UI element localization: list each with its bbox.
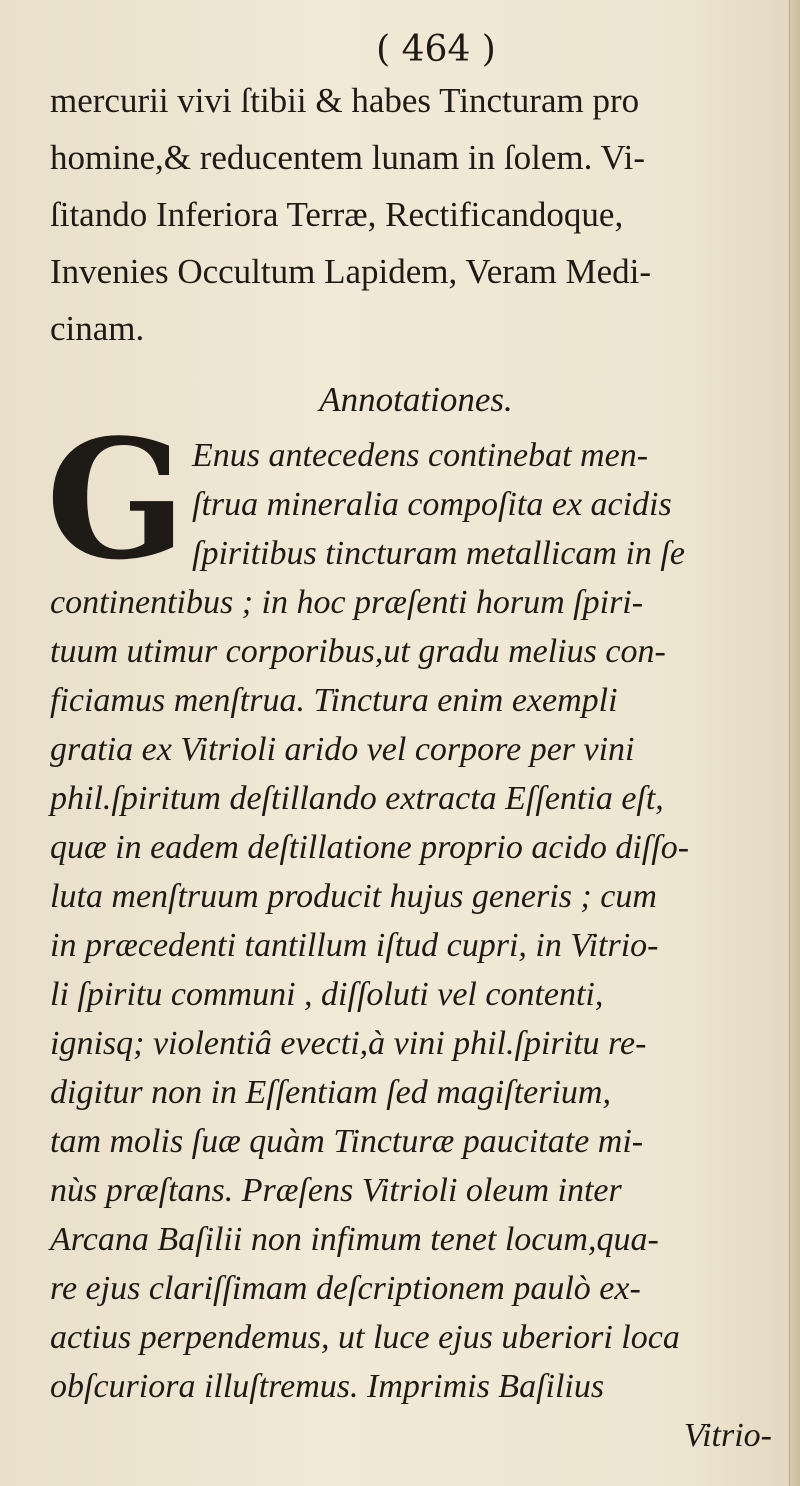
text-line: re ejus clariſſimam deſcriptionem paulò ex- — [50, 1270, 641, 1307]
text-line: nùs præſtans. Præſens Vitrioli oleum inter — [50, 1172, 622, 1209]
text-line: cinam. — [50, 309, 145, 348]
text-line: obſcuriora illuſtremus. Imprimis Baſilius — [50, 1368, 605, 1405]
text-line: continentibus ; in hoc præſenti horum ſpiri- — [50, 584, 644, 621]
annotation-text — [46, 403, 782, 1411]
text-line: phil.ſpiritum deſtillando extracta Eſſentia eſt, — [50, 780, 664, 817]
text-line: ignisq; violentiâ evecti,à vini phil.ſpiritu re- — [50, 1025, 647, 1062]
section-heading: Annotationes. — [319, 380, 513, 419]
drop-cap: G — [46, 403, 187, 596]
text-line: Invenies Occultum Lapidem, Veram Medi- — [50, 252, 651, 291]
text-line: ſpiritibus tincturam metallicam in ſe — [192, 535, 685, 572]
text-line: ſtrua mineralia compoſita ex acidis — [192, 486, 672, 523]
text-line: gratia ex Vitrioli arido vel corpore per vini — [50, 731, 635, 768]
text-line: mercurii vivi ſtibii & habes Tincturam pro — [50, 81, 640, 120]
text-line: li ſpiritu communi , diſſoluti vel contenti, — [50, 976, 604, 1013]
main-text — [50, 72, 782, 357]
text-line: tam molis ſuæ quàm Tincturæ paucitate mi- — [50, 1123, 644, 1160]
text-line: ficiamus menſtrua. Tinctura enim exempli — [50, 682, 618, 719]
text-line: Arcana Baſilii non infimum tenet locum,qua- — [50, 1221, 659, 1258]
text-line: in præcedenti tantillum iſtud cupri, in Vitrio- — [50, 927, 659, 964]
page-number: ( 464 ) — [376, 29, 496, 70]
text-line: Enus antecedens continebat men- — [192, 437, 649, 474]
catchword: Vitrio- — [683, 1417, 772, 1454]
text-line: tuum utimur corporibus,ut gradu melius con- — [50, 633, 666, 670]
page-edge — [789, 0, 800, 1486]
text-line: digitur non in Eſſentiam ſed magiſterium, — [50, 1074, 611, 1111]
text-line: homine,& reducentem lunam in ſolem. Vi- — [50, 138, 646, 177]
text-line: quæ in eadem deſtillatione proprio acido diſſo- — [50, 829, 690, 866]
text-line: luta menſtruum producit hujus generis ; cum — [50, 878, 657, 915]
text-line: actius perpendemus, ut luce ejus uberiori loca — [50, 1319, 680, 1356]
text-line: ſitando Inferiora Terræ, Rectificandoque, — [50, 195, 624, 234]
